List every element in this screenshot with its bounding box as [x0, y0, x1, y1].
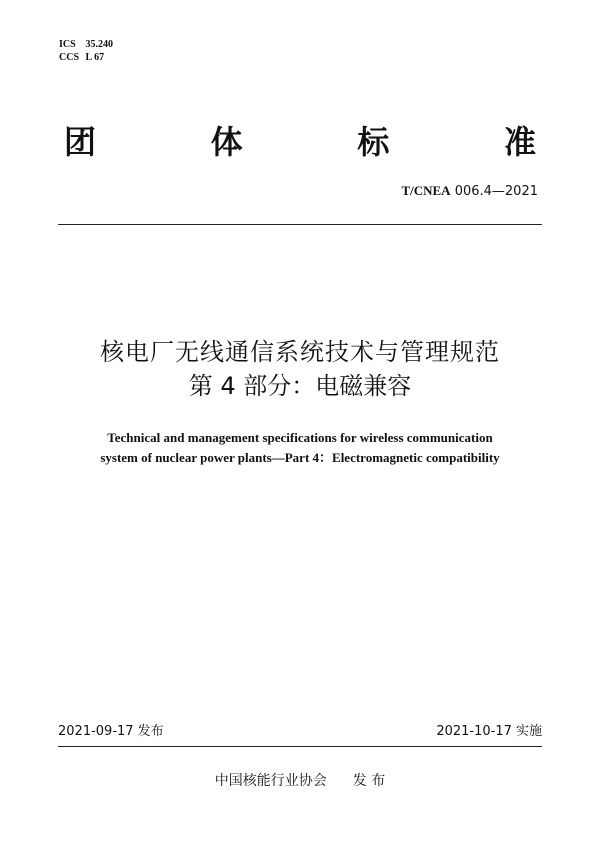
standard-type-char: 团: [64, 123, 97, 161]
standard-type-char: 体: [210, 123, 243, 161]
ics-value: 35.240: [85, 39, 113, 50]
title-cn-line1: 核电厂无线通信系统技术与管理规范: [100, 338, 500, 366]
standard-type-char: 准: [503, 123, 536, 161]
top-divider: [58, 224, 542, 225]
publish-date: 2021-09-17 发布: [58, 724, 164, 739]
title-cn-line2: 第 4 部分：电磁兼容: [188, 372, 412, 400]
title-en: [0, 428, 600, 468]
issuer: [0, 772, 600, 790]
ccs-value: L 67: [85, 52, 105, 63]
ccs-label: CCS: [59, 52, 80, 63]
standard-number-value: 006.4—2021: [450, 184, 538, 199]
title-en-line2: system of nuclear power plants—Part 4：Electromagnetic compatibility: [100, 450, 500, 465]
ics-label: ICS: [59, 39, 76, 50]
classification-codes: [59, 38, 113, 64]
standard-number-prefix: T/CNEA: [401, 183, 451, 198]
issuer-action: 发 布: [352, 773, 386, 789]
ccs-code: [59, 51, 113, 64]
standard-number: [401, 183, 538, 200]
title-en-line1: Technical and management specifications for wireless communication: [107, 430, 493, 445]
ics-code: [59, 38, 113, 51]
standard-type-char: 标: [357, 123, 390, 161]
bottom-divider: [58, 746, 542, 747]
implement-date: 2021-10-17 实施: [436, 724, 542, 739]
standard-type-heading: [64, 122, 536, 162]
issuer-name: 中国核能行业协会: [214, 773, 327, 789]
